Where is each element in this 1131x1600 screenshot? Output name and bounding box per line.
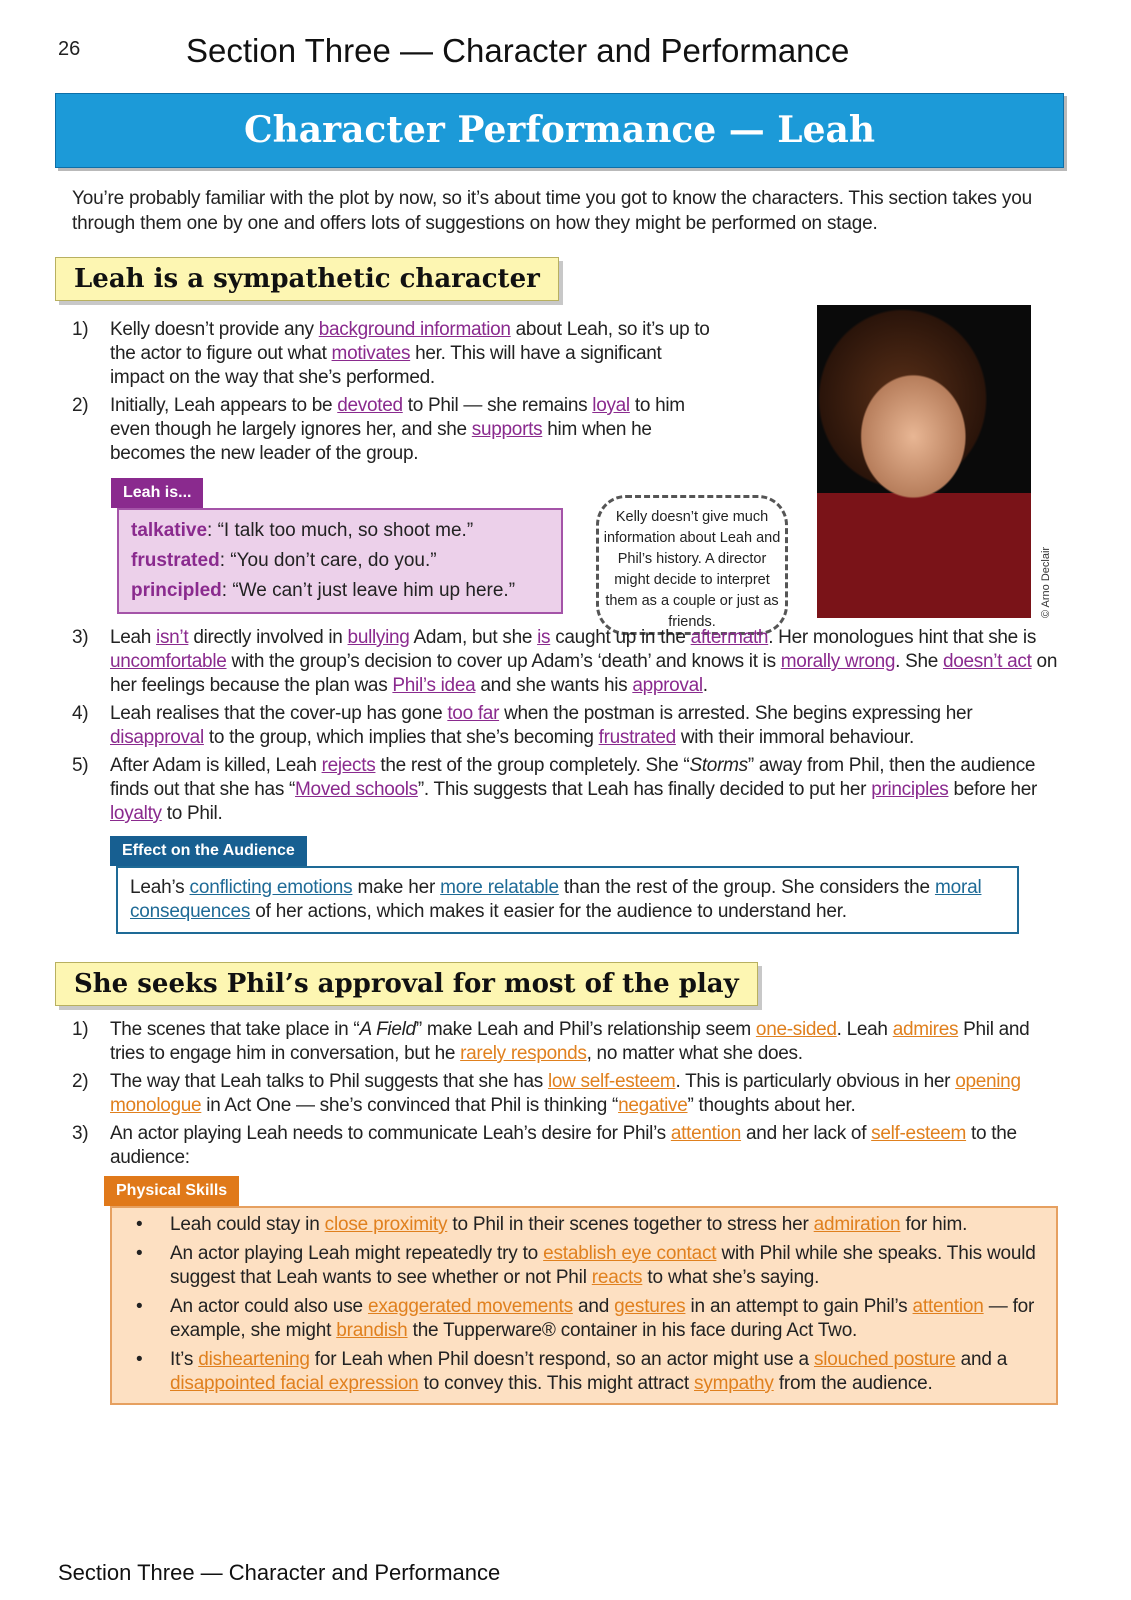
text: Initially, Leah appears to be [110, 395, 338, 416]
key-term: sympathy [694, 1373, 774, 1394]
text: to Phil in their scenes together to stress her [447, 1214, 814, 1235]
text: with Phil while she speaks. This would suggest that Leah wants to see whether or not Phil [170, 1243, 1036, 1288]
text: in Act One — she’s convinced that Phil is thinking “ [201, 1095, 619, 1116]
key-term: principles [871, 779, 949, 800]
text: ” away from Phil, then the audience finds out that she has “ [110, 755, 1036, 800]
key-term: slouched posture [813, 1349, 956, 1370]
trait: frustrated [131, 550, 220, 571]
text: to what she’s saying. [642, 1267, 820, 1288]
key-term: close proximity [324, 1214, 448, 1235]
text: her. This will have a significant impact on the way that she’s performed. [110, 343, 662, 388]
key-term: background information [318, 319, 511, 340]
text: Adam, but she [409, 627, 538, 648]
text: . Leah [836, 1019, 893, 1040]
text: to Phil — she remains [402, 395, 593, 416]
text: from the audience. [773, 1373, 933, 1394]
text: An actor playing Leah needs to communicate Leah’s desire for Phil’s [110, 1123, 671, 1144]
text: and she wants his [475, 675, 633, 696]
points-list-b [72, 626, 1067, 826]
key-term: approval [632, 675, 703, 696]
text: Leah [110, 627, 157, 648]
text: about Leah, so it’s up to the actor to figure out what [110, 319, 710, 364]
key-term: disheartening [198, 1349, 310, 1370]
text: when the postman is arrested. She begins expressing her [499, 703, 973, 724]
key-term: supports [471, 419, 543, 440]
photo-credit: © Arno Declair [1040, 546, 1052, 618]
text: . This is particularly obvious in her [675, 1071, 956, 1092]
points-list-a [72, 318, 712, 466]
key-term: disapproval [110, 727, 204, 748]
text: in an attempt to gain Phil’s [685, 1296, 913, 1317]
item-number: 3) [72, 627, 89, 648]
key-term: isn’t [156, 627, 189, 648]
text: . She [895, 651, 943, 672]
trait: talkative [131, 520, 208, 541]
item-number: 1) [72, 319, 89, 340]
text: to him even though he largely ignores her, and she [110, 395, 685, 440]
text: the Tupperware® container in his face during Act Two. [407, 1320, 858, 1341]
key-term: motivates [331, 343, 411, 364]
text: caught up in the [550, 627, 691, 648]
page-body [0, 318, 1131, 1405]
text: ”. This suggests that Leah has finally decided to put her [417, 779, 872, 800]
text: Leah’s [130, 877, 190, 898]
leah-is-tag: Leah is... [111, 478, 203, 508]
points-list-c [72, 1018, 1062, 1170]
key-term: loyal [592, 395, 630, 416]
key-term: moral consequences [130, 877, 982, 922]
text: It’s [170, 1349, 199, 1370]
text: , no matter what she does. [586, 1043, 803, 1064]
leah-is-box [117, 508, 563, 614]
text: and her lack of [741, 1123, 872, 1144]
trait-row [131, 576, 549, 606]
text: The scenes that take place in “ [110, 1019, 360, 1040]
key-term: admiration [813, 1214, 901, 1235]
text: Phil and tries to engage him in conversation, but he [110, 1019, 1030, 1064]
text: to Phil. [161, 803, 223, 824]
list-item [72, 1018, 1062, 1066]
effect-tag: Effect on the Audience [110, 836, 307, 866]
text: Kelly doesn’t provide any [110, 319, 319, 340]
list-item [72, 754, 1067, 826]
key-term: rejects [321, 755, 376, 776]
quote: : “We can’t just leave him up here.” [221, 580, 516, 601]
effect-box [116, 866, 1019, 934]
text: with their immoral behaviour. [675, 727, 914, 748]
key-term: frustrated [598, 727, 676, 748]
footer: Section Three — Character and Performance [58, 1560, 501, 1585]
item-number: 2) [72, 1071, 89, 1092]
text: for Leah when Phil doesn’t respond, so an actor might use a [309, 1349, 814, 1370]
key-term: establish eye contact [543, 1243, 717, 1264]
text: The way that Leah talks to Phil suggests that she has [110, 1071, 548, 1092]
quote: : “You don’t care, do you.” [219, 550, 437, 571]
key-term: low self-esteem [547, 1071, 676, 1092]
page-number: 26 [58, 38, 81, 60]
list-item [72, 1122, 1062, 1170]
list-item [72, 394, 712, 466]
text: . Her monologues hint that she is [768, 627, 1037, 648]
trait-row [131, 516, 549, 546]
text: directly involved in [188, 627, 348, 648]
intro-paragraph: You’re probably familiar with the plot by now, so it’s about time you got to know the characters. This section takes you through them one by one and offers lots of suggestions on how they might be performed on stage. [72, 188, 1032, 234]
text: to convey this. This might attract [418, 1373, 695, 1394]
key-term: morally wrong [780, 651, 896, 672]
item-number: 1) [72, 1019, 89, 1040]
text: than the rest of the group. She considers the [558, 877, 935, 898]
section-heading-approval: She seeks Phil’s approval for most of the play [55, 962, 758, 1006]
text: A Field [359, 1019, 416, 1040]
key-term: aftermath [690, 627, 769, 648]
key-term: is [537, 627, 551, 648]
key-term: too far [447, 703, 500, 724]
text: to the group, which implies that she’s becoming [203, 727, 599, 748]
text: of her actions, which makes it easier for the audience to understand her. [250, 901, 847, 922]
item-number: 4) [72, 703, 89, 724]
bullet-item [130, 1348, 1038, 1396]
text: on her feelings because the plan was [110, 651, 1058, 696]
text: and a [955, 1349, 1008, 1370]
key-term: self-esteem [871, 1123, 967, 1144]
text: him when he becomes the new leader of the group. [110, 419, 652, 464]
key-term: more relatable [440, 877, 559, 898]
text: — for example, she might [170, 1296, 1035, 1341]
physical-skills-box [110, 1206, 1058, 1405]
text: to the audience: [110, 1123, 1017, 1168]
text: ” thoughts about her. [687, 1095, 856, 1116]
text: Leah realises that the cover-up has gone [110, 703, 448, 724]
key-term: doesn’t act [942, 651, 1032, 672]
trait: principled [131, 580, 222, 601]
key-term: admires [892, 1019, 959, 1040]
key-term: rarely responds [460, 1043, 587, 1064]
key-term: Phil’s idea [392, 675, 476, 696]
text: with the group’s decision to cover up Adam’s ‘death’ and knows it is [226, 651, 781, 672]
key-term: attention [912, 1296, 984, 1317]
key-term: devoted [337, 395, 403, 416]
text: the rest of the group completely. She “ [375, 755, 690, 776]
item-number: 3) [72, 1123, 89, 1144]
list-item [72, 1070, 1062, 1118]
item-number: 5) [72, 755, 89, 776]
section-heading-sympathetic: Leah is a sympathetic character [55, 257, 559, 301]
text: and [572, 1296, 615, 1317]
text: ” make Leah and Phil’s relationship seem [415, 1019, 756, 1040]
bullet-item [130, 1295, 1038, 1343]
running-header: Section Three — Character and Performance [186, 32, 850, 69]
skills-list [130, 1213, 1038, 1396]
text: An actor playing Leah might repeatedly try to [170, 1243, 544, 1264]
page-title: Character Performance — Leah [55, 93, 1064, 168]
key-term: brandish [336, 1320, 408, 1341]
list-item [72, 702, 1067, 750]
key-term: conflicting emotions [189, 877, 353, 898]
text: make her [352, 877, 441, 898]
item-number: 2) [72, 395, 89, 416]
text: for him. [900, 1214, 968, 1235]
bullet-item [130, 1213, 1038, 1237]
key-term: reacts [591, 1267, 643, 1288]
physical-skills-tag: Physical Skills [104, 1176, 239, 1206]
quote: : “I talk too much, so shoot me.” [207, 520, 474, 541]
key-term: opening monologue [110, 1071, 1021, 1116]
trait-row [131, 546, 549, 576]
list-item [72, 318, 712, 390]
key-term: bullying [347, 627, 410, 648]
text: Leah could stay in [170, 1214, 325, 1235]
key-term: disappointed facial expression [170, 1373, 419, 1394]
list-item [72, 626, 1067, 698]
key-term: gestures [614, 1296, 686, 1317]
side-note: Kelly doesn’t give much information about Leah and Phil’s history. A director might decide to interpret them as a couple or just as friends. [596, 495, 788, 635]
key-term: loyalty [110, 803, 162, 824]
text: Storms [689, 755, 748, 776]
key-term: uncomfortable [110, 651, 227, 672]
key-term: negative [618, 1095, 688, 1116]
bullet-item [130, 1242, 1038, 1290]
key-term: Moved schools [295, 779, 418, 800]
key-term: exaggerated movements [367, 1296, 573, 1317]
key-term: attention [670, 1123, 742, 1144]
key-term: one-sided [755, 1019, 837, 1040]
text: before her [948, 779, 1038, 800]
text: After Adam is killed, Leah [110, 755, 322, 776]
text: An actor could also use [170, 1296, 368, 1317]
text: . [702, 675, 708, 696]
